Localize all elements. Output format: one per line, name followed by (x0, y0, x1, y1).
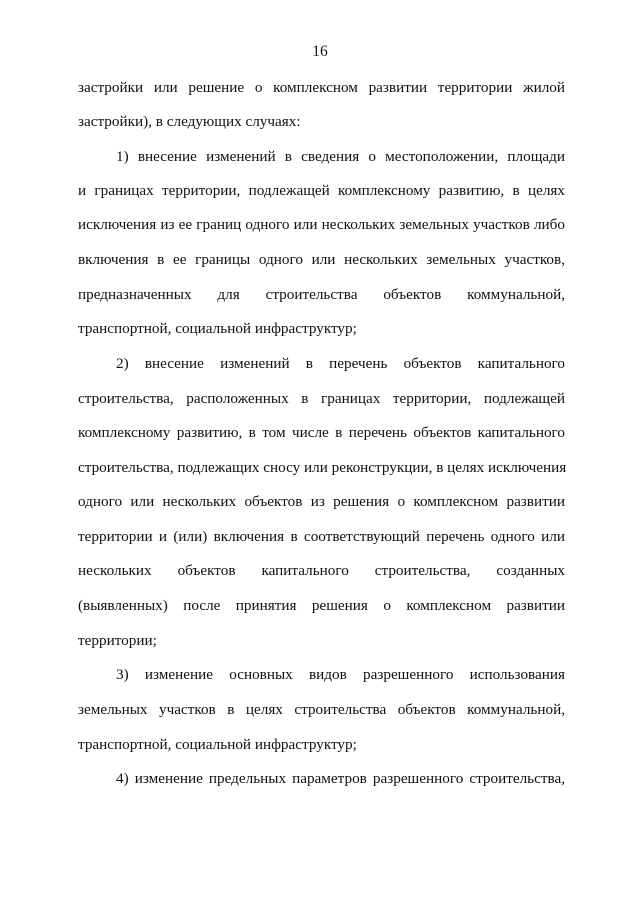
text-line: комплексному развитию, в том числе в перечень объектов капитального (78, 424, 565, 441)
text-line: территории и (или) включения в соответствующий перечень одного или (78, 528, 565, 545)
page-number: 16 (312, 43, 328, 60)
text-line: предназначенных для строительства объектов коммунальной, (78, 286, 565, 303)
text-line: застройки), в следующих случаях: (78, 113, 301, 130)
text-line: территории; (78, 632, 157, 649)
text-line: земельных участков в целях строительства объектов коммунальной, (78, 701, 565, 718)
text-line: 3) изменение основных видов разрешенного использования (116, 666, 565, 683)
text-line: транспортной, социальной инфраструктур; (78, 736, 357, 753)
text-line: транспортной, социальной инфраструктур; (78, 320, 357, 337)
text-line: исключения из ее границ одного или нескольких земельных участков либо (78, 216, 565, 233)
text-line: строительства, расположенных в границах территории, подлежащей (78, 390, 565, 407)
text-line: включения в ее границы одного или нескольких земельных участков, (78, 251, 565, 268)
text-line: (выявленных) после принятия решения о комплексном развитии (78, 597, 565, 614)
text-line: одного или нескольких объектов из решения о комплексном развитии (78, 493, 565, 510)
text-line: 4) изменение предельных параметров разрешенного строительства, (116, 770, 565, 787)
text-line: строительства, подлежащих сносу или реконструкции, в целях исключения (78, 459, 567, 476)
text-line: нескольких объектов капитального строительства, созданных (78, 562, 565, 579)
text-line: 1) внесение изменений в сведения о местоположении, площади (116, 148, 565, 165)
text-line: и границах территории, подлежащей комплексному развитию, в целях (78, 182, 565, 199)
text-line: застройки или решение о комплексном развитии территории жилой (78, 79, 565, 96)
text-line: 2) внесение изменений в перечень объектов капитального (116, 355, 565, 372)
